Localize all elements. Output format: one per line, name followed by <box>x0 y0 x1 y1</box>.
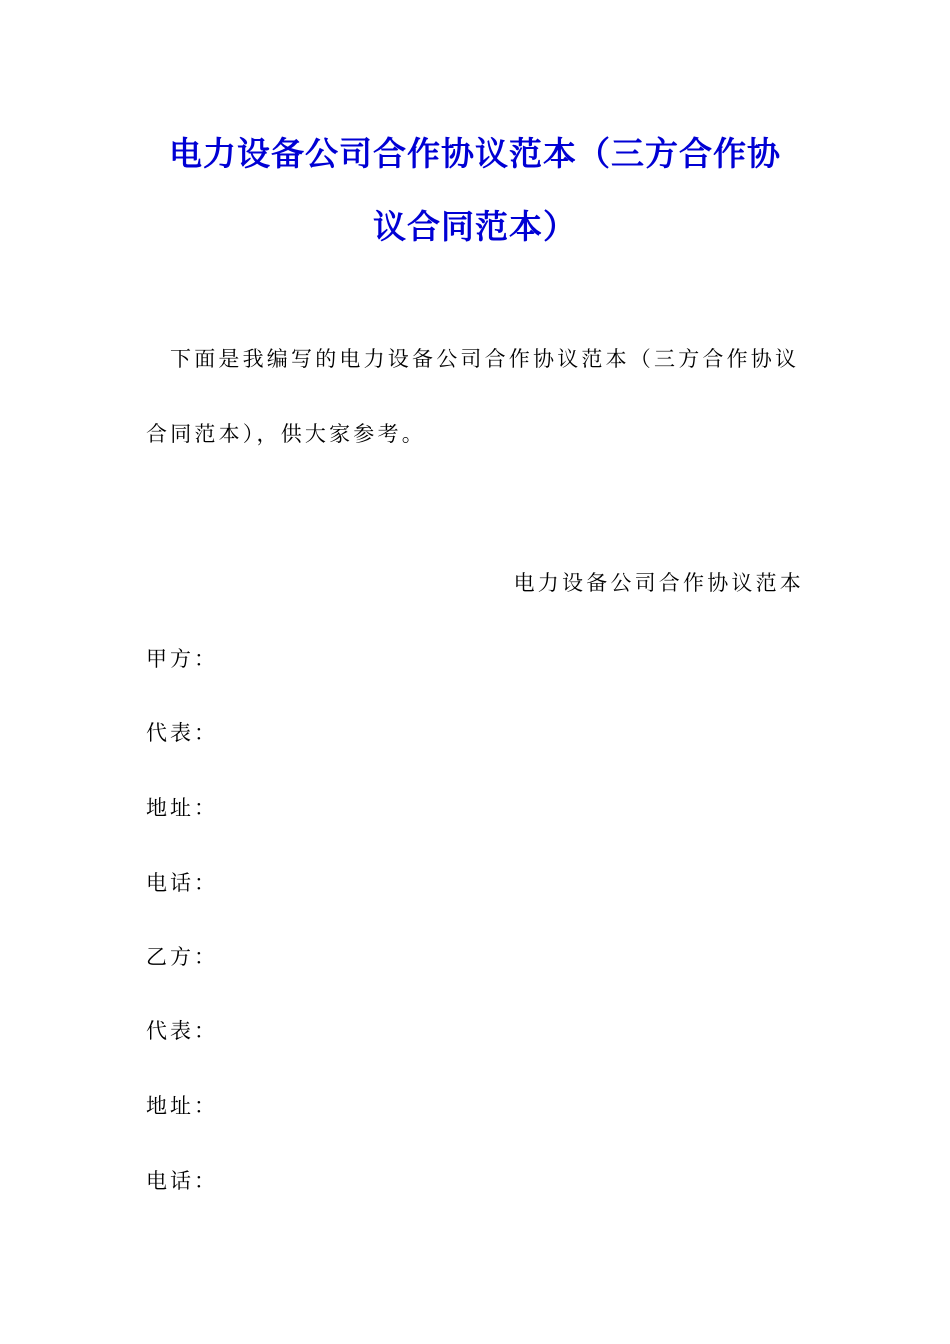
intro-paragraph-line2: 合同范本），供大家参考。 <box>146 422 426 446</box>
document-title-line1: 电力设备公司合作协议范本（三方合作协 <box>169 134 781 173</box>
party-b-address-label: 地址： <box>146 1094 218 1118</box>
party-a-address-label: 地址： <box>146 796 218 820</box>
party-a-phone-label: 电话： <box>146 871 218 895</box>
agreement-subheading: 电力设备公司合作协议范本 <box>513 571 804 595</box>
party-b-representative-label: 代表： <box>146 1019 218 1043</box>
party-b-phone-label: 电话： <box>146 1169 218 1193</box>
party-a-label: 甲方： <box>146 647 218 671</box>
document-title-line2: 议合同范本） <box>373 207 577 246</box>
party-a-representative-label: 代表： <box>146 721 218 745</box>
party-b-label: 乙方： <box>146 945 218 969</box>
intro-paragraph-line1: 下面是我编写的电力设备公司合作协议范本（三方合作协议 <box>170 347 800 371</box>
